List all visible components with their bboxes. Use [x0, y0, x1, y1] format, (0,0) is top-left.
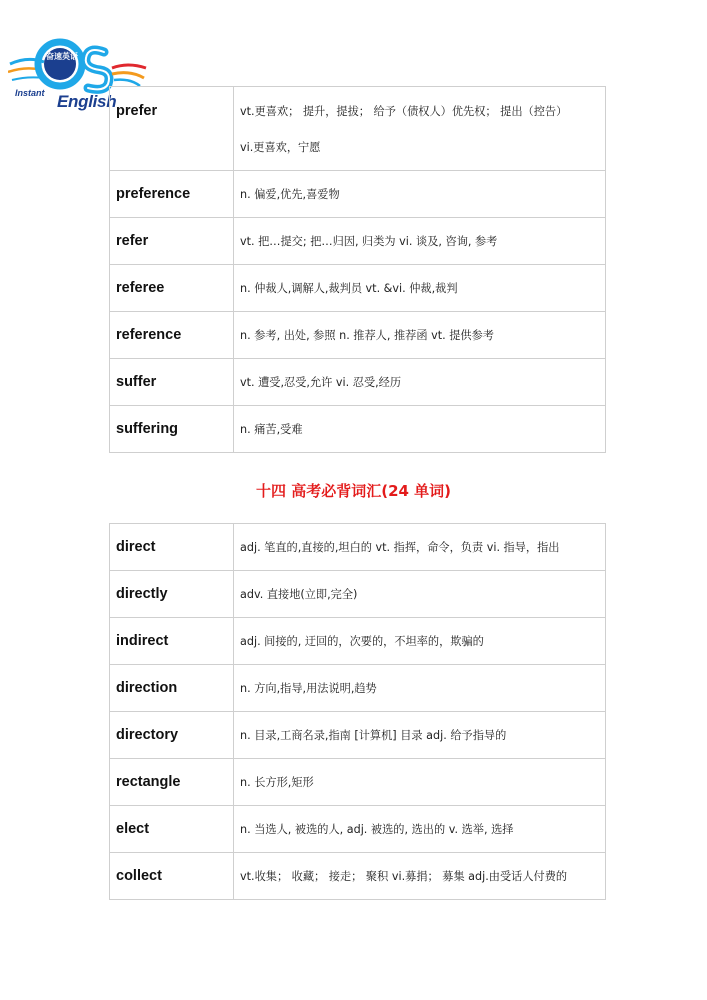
definition-cell: adv. 直接地(立即,完全)	[234, 571, 606, 618]
word-cell: directly	[110, 571, 234, 618]
definition-cell: n. 长方形,矩形	[234, 759, 606, 806]
table-row	[110, 759, 606, 806]
table-row	[110, 524, 606, 571]
table-row	[110, 359, 606, 406]
table-row	[110, 406, 606, 453]
definition-line: vi.更喜欢，宁愿	[240, 140, 321, 154]
word-cell: direct	[110, 524, 234, 571]
word-cell: rectangle	[110, 759, 234, 806]
table-row	[110, 571, 606, 618]
word-cell: preference	[110, 171, 234, 218]
table-row	[110, 806, 606, 853]
definition-cell: vt. 遭受,忍受,允许 vi. 忍受,经历	[234, 359, 606, 406]
definition-cell: n. 偏爱,优先,喜爱物	[234, 171, 606, 218]
word-cell: directory	[110, 712, 234, 759]
table-row	[110, 853, 606, 900]
logo-instant-text: Instant	[15, 88, 45, 98]
word-cell: suffer	[110, 359, 234, 406]
definition-cell: vt.收集； 收藏； 接走； 聚积 vi.募捐； 募集 adj.由受话人付费的	[234, 853, 606, 900]
word-cell: reference	[110, 312, 234, 359]
definition-cell: n. 仲裁人,调解人,裁判员 vt. &vi. 仲裁,裁判	[234, 265, 606, 312]
word-cell: direction	[110, 665, 234, 712]
logo-badge-text: 奋速英语	[46, 52, 78, 61]
logo-english-text: English	[57, 92, 117, 111]
table-row	[110, 618, 606, 665]
table-row	[110, 218, 606, 265]
table-row	[110, 712, 606, 759]
definition-cell: vt. 把…提交; 把…归因, 归类为 vi. 谈及, 咨询, 参考	[234, 218, 606, 265]
table-row	[110, 171, 606, 218]
word-cell: collect	[110, 853, 234, 900]
word-cell: prefer	[110, 87, 234, 171]
definition-cell	[234, 87, 606, 171]
table-row	[110, 265, 606, 312]
definition-cell: n. 参考, 出处, 参照 n. 推荐人, 推荐函 vt. 提供参考	[234, 312, 606, 359]
word-cell: indirect	[110, 618, 234, 665]
section-title: 十四 高考必背词汇(24 单词)	[255, 482, 452, 500]
vocab-table-2	[109, 523, 606, 900]
table-row	[110, 665, 606, 712]
table-row	[110, 312, 606, 359]
table-row	[110, 87, 606, 171]
definition-cell: adj. 笔直的,直接的,坦白的 vt. 指挥，命令，负责 vi. 指导，指出	[234, 524, 606, 571]
definition-cell: adj. 间接的, 迂回的，次要的，不坦率的，欺骗的	[234, 618, 606, 665]
definition-line: vt.更喜欢； 提升，提拔； 给予（债权人）优先权； 提出（控告）	[240, 104, 568, 118]
definition-cell: n. 痛苦,受难	[234, 406, 606, 453]
word-cell: suffering	[110, 406, 234, 453]
definition-cell: n. 当选人, 被选的人, adj. 被选的, 选出的 v. 选举, 选择	[234, 806, 606, 853]
word-cell: refer	[110, 218, 234, 265]
vocab-table-1	[109, 86, 606, 453]
definition-cell: n. 目录,工商名录,指南 [计算机] 目录 adj. 给予指导的	[234, 712, 606, 759]
definition-cell: n. 方向,指导,用法说明,趋势	[234, 665, 606, 712]
word-cell: elect	[110, 806, 234, 853]
word-cell: referee	[110, 265, 234, 312]
